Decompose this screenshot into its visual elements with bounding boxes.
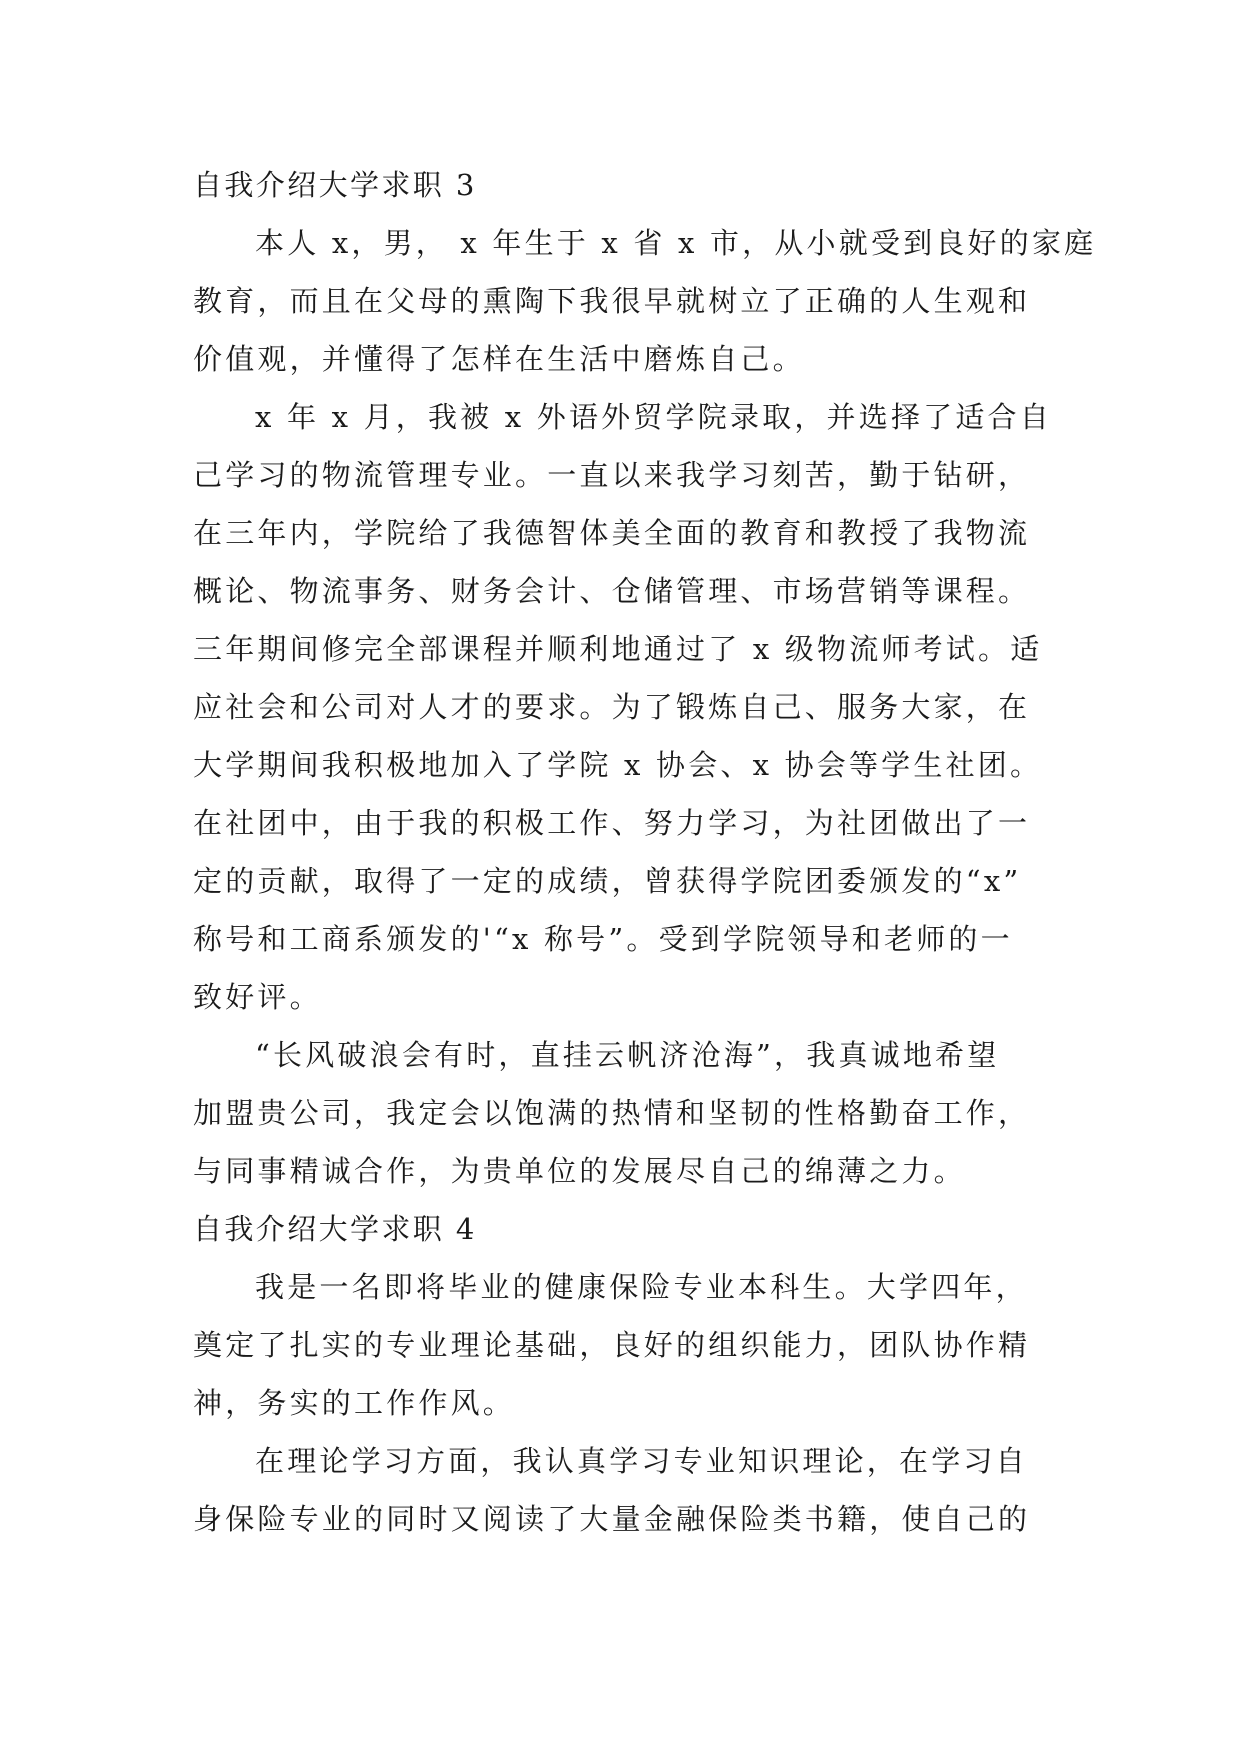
paragraph-line: 与同事精诚合作，为贵单位的发展尽自己的绵薄之力。	[193, 1154, 966, 1188]
paragraph-line: 价值观，并懂得了怎样在生活中磨炼自己。	[193, 342, 805, 376]
paragraph-line: “长风破浪会有时，直挂云帆济沧海”，我真诚地希望	[255, 1038, 1000, 1072]
section-heading: 自我介绍大学求职 3	[193, 168, 477, 202]
paragraph-line: 己学习的物流管理专业。一直以来我学习刻苦，勤于钻研，	[193, 458, 1031, 492]
paragraph-line: 教育，而且在父母的熏陶下我很早就树立了正确的人生观和	[193, 284, 1031, 318]
paragraph-line: 称号和工商系颁发的'“x 称号”。受到学院领导和老师的一	[193, 922, 1013, 956]
paragraph-line: 三年期间修完全部课程并顺利地通过了 x 级物流师考试。适	[193, 632, 1043, 666]
paragraph-line: x 年 x 月，我被 x 外语外贸学院录取，并选择了适合自	[255, 400, 1052, 434]
paragraph-line: 定的贡献，取得了一定的成绩，曾获得学院团委颁发的“x”	[193, 864, 1022, 898]
paragraph-line: 在理论学习方面，我认真学习专业知识理论，在学习自	[255, 1444, 1028, 1478]
section-heading: 自我介绍大学求职 4	[193, 1212, 477, 1246]
paragraph-line: 致好评。	[193, 980, 322, 1014]
paragraph-line: 我是一名即将毕业的健康保险专业本科生。大学四年，	[255, 1270, 1028, 1304]
paragraph-line: 在三年内，学院给了我德智体美全面的教育和教授了我物流	[193, 516, 1031, 550]
paragraph-line: 本人 x，男， x 年生于 x 省 x 市，从小就受到良好的家庭	[255, 226, 1097, 260]
paragraph-line: 奠定了扎实的专业理论基础，良好的组织能力，团队协作精	[193, 1328, 1031, 1362]
paragraph-line: 概论、物流事务、财务会计、仓储管理、市场营销等课程。	[193, 574, 1031, 608]
paragraph-line: 应社会和公司对人才的要求。为了锻炼自己、服务大家，在	[193, 690, 1031, 724]
paragraph-line: 神，务实的工作作风。	[193, 1386, 516, 1420]
paragraph-line: 在社团中，由于我的积极工作、努力学习，为社团做出了一	[193, 806, 1031, 840]
paragraph-line: 身保险专业的同时又阅读了大量金融保险类书籍，使自己的	[193, 1502, 1031, 1536]
paragraph-line: 大学期间我积极地加入了学院 x 协会、x 协会等学生社团。	[193, 748, 1043, 782]
paragraph-line: 加盟贵公司，我定会以饱满的热情和坚韧的性格勤奋工作，	[193, 1096, 1031, 1130]
